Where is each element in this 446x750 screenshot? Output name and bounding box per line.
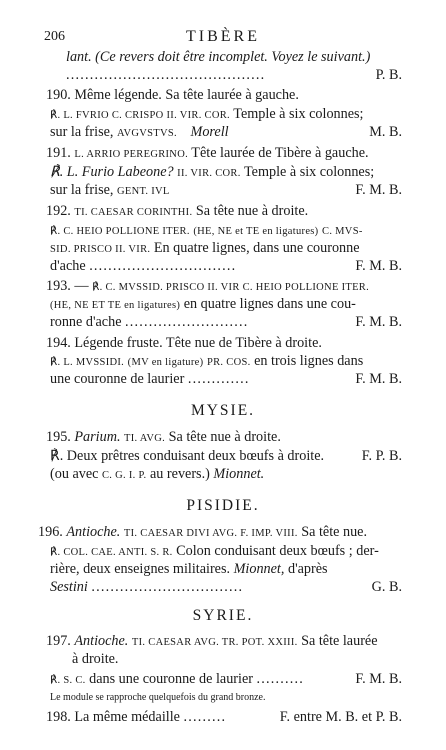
section-heading-pisidie: PISIDIE. (186, 497, 260, 514)
entry-193-cont: ronne d'ache .......................... (50, 314, 249, 330)
section-heading-mysie: MYSIE. (190, 402, 256, 419)
entry-192: 192. TI. CAESAR CORINTHI. Sa tête nue à droite. (46, 203, 309, 219)
entry-192-reverse-cont: SID. PRISCO II. VIR. En quatre lignes, dans une couronne (50, 240, 360, 256)
entry-190-reverse: ℟. L. FVRIO C. CRISPO II. VIR. COR. Temple à six colonnes; (50, 106, 364, 122)
entry-194: 194. Légende fruste. Tête nue de Tibère à droite. (46, 335, 322, 351)
dotted-leader-line: .......................................... (66, 67, 266, 83)
entry-193: 193. — ℟. C. MVSSID. PRISCO II. VIR C. HEIO POLLIONE ITER. (46, 278, 370, 294)
entry-195-reverse-cont: (ou avec C. G. I. P. au revers.) Mionnet. (50, 466, 265, 482)
entry-193-cont: (HE, NE ET TE en ligatures) en quatre lignes dans une cou- (50, 296, 356, 312)
entry-191-reverse: ℟. L. Furio Labeone? II. VIR. COR. Temple à six colonnes; (50, 164, 375, 180)
entry-198: 198. La même médaille ......... (46, 709, 227, 725)
grade-label: F. M. B. (355, 314, 402, 330)
entry-191-reverse-cont: sur la frise, GENT. IVL (50, 182, 170, 198)
entry-195-reverse: ℟. Deux prêtres conduisant deux bœufs à droite. (50, 448, 325, 464)
entry-196-reverse-cont: Sestini ................................ (50, 579, 244, 595)
entry-190-reverse-cont: sur la frise, AVGVSTVS. Morell (50, 124, 229, 140)
entry-197: 197. Antioche. TI. CAESAR AVG. TR. POT. XXIII. Sa tête laurée (46, 633, 378, 649)
section-heading-syrie: SYRIE. (192, 607, 254, 624)
grade-label: F. P. B. (361, 448, 402, 464)
entry-196-reverse: ℟. COL. CAE. ANTI. S. R. Colon conduisant deux bœufs ; der- (50, 543, 379, 559)
grade-label: M. B. (369, 124, 402, 140)
grade-label: F. M. B. (355, 258, 402, 274)
entry-196: 196. Antioche. TI. CAESAR DIVI AVG. F. IMP. VIII. Sa tête nue. (38, 524, 368, 540)
entry-195: 195. Parium. TI. AVG. Sa tête nue à droite. (46, 429, 281, 445)
entry-194-reverse: ℟. L. MVSSIDI. (MV en ligature) PR. COS. en trois lignes dans (50, 353, 364, 369)
grade-label: P. B. (375, 67, 402, 83)
entry-194-reverse-cont: une couronne de laurier ............. (50, 371, 250, 387)
entry-192-reverse: ℟. C. HEIO POLLIONE ITER. (HE, NE et TE en ligatures) C. MVS- (50, 226, 363, 237)
footnote: Le module se rapproche quelquefois du grand bronze. (50, 692, 266, 703)
grade-label: F. M. B. (355, 671, 402, 687)
entry-191: 191. L. ARRIO PEREGRINO. Tête laurée de Tibère à gauche. (46, 145, 369, 161)
text-line: lant. (Ce revers doit être incomplet. Voyez le suivant.) (66, 49, 371, 65)
entry-190: 190. Même légende. Sa tête laurée à gauche. (46, 87, 299, 103)
entry-197-cont: à droite. (72, 651, 119, 667)
grade-label: F. M. B. (355, 371, 402, 387)
grade-label: F. M. B. (355, 182, 402, 198)
grade-label: F. entre M. B. et P. B. (279, 709, 402, 725)
entry-192-reverse-cont: d'ache ............................... (50, 258, 237, 274)
grade-label: G. B. (371, 579, 402, 595)
entry-197-reverse: ℟. S. C. dans une couronne de laurier .......... (50, 671, 305, 687)
running-head: TIBÈRE (186, 28, 260, 45)
page-number: 206 (44, 29, 65, 44)
entry-196-reverse-cont: rière, deux enseignes militaires. Mionnet, d'après (50, 561, 328, 577)
